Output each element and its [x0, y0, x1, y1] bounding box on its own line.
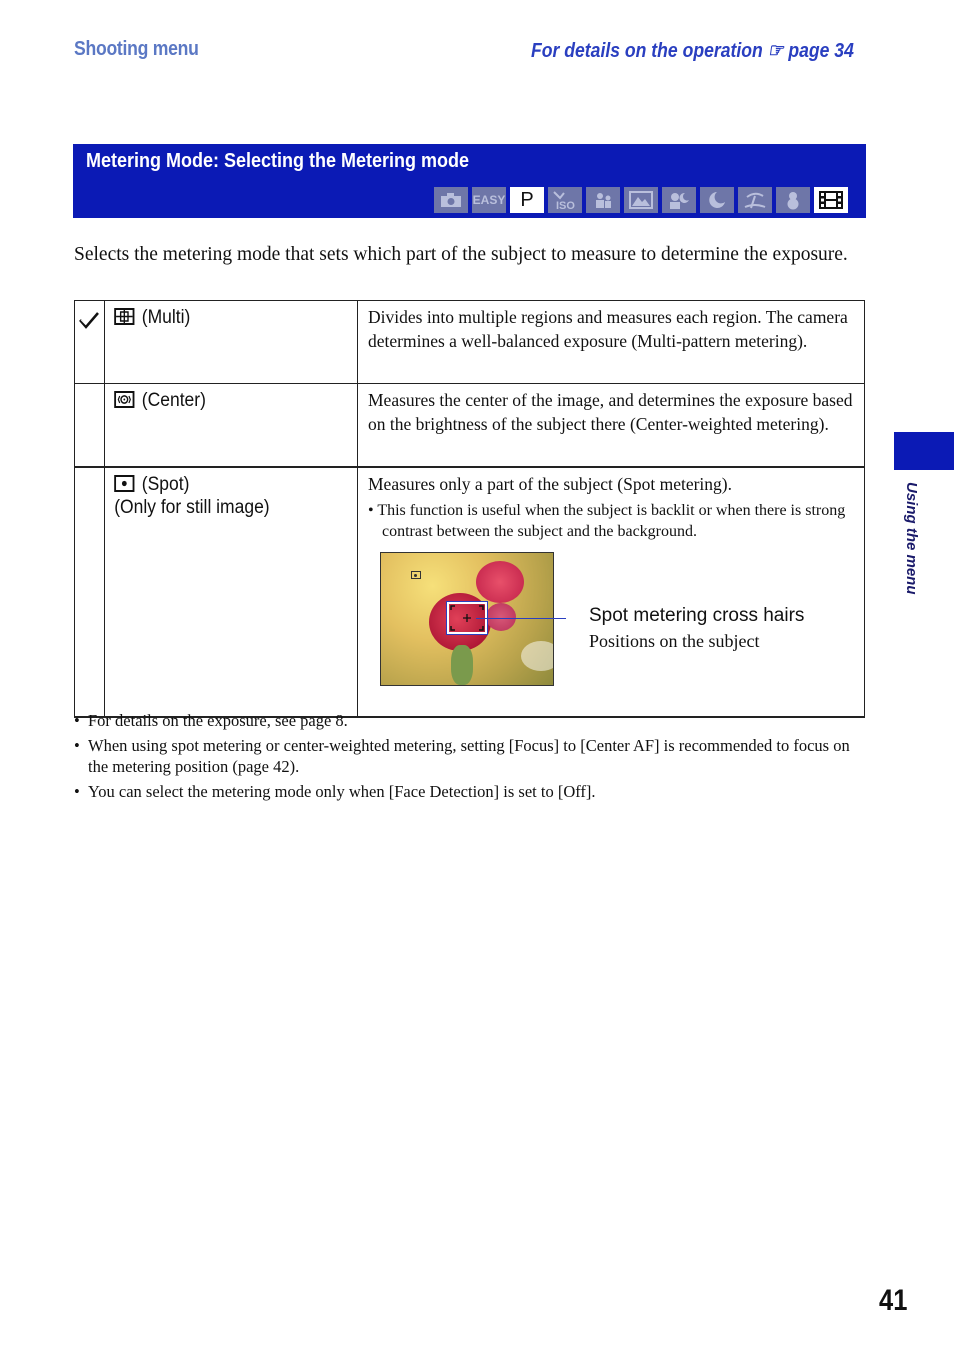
default-check-icon — [78, 310, 100, 330]
multi-metering-icon — [114, 308, 134, 325]
mode-icon-strip — [434, 187, 848, 213]
movie-icon — [814, 187, 848, 213]
default-check-cell — [75, 301, 105, 384]
section-title: Shooting menu — [74, 38, 199, 60]
spot-example — [368, 550, 856, 708]
snow-icon — [776, 187, 810, 213]
metering-options-table — [74, 300, 865, 718]
callout-subtitle: Positions on the subject — [589, 631, 760, 651]
option-description-cell — [358, 301, 865, 384]
option-description-cell — [358, 384, 865, 467]
option-description-cell — [358, 467, 865, 718]
option-name: (Spot) — [141, 473, 190, 495]
note-item: • For details on the exposure, see page 8. — [74, 710, 864, 731]
soft-snap-icon — [586, 187, 620, 213]
option-name-cell — [105, 301, 358, 384]
camera-auto-icon — [434, 187, 468, 213]
title-bar — [73, 144, 866, 218]
option-name: (Multi) — [141, 307, 191, 328]
intro-text: Selects the metering mode that sets which part of the subject to measure to determine the exposure. — [74, 244, 848, 265]
beach-icon — [738, 187, 772, 213]
option-description: Measures only a part of the subject (Spot metering). — [368, 473, 732, 494]
side-tab-marker — [894, 432, 954, 470]
svg-text:ISO: ISO — [556, 200, 575, 210]
option-row-multi — [75, 301, 865, 384]
spot-metering-icon — [114, 475, 134, 492]
option-row-spot — [75, 467, 865, 718]
twilight-portrait-icon — [662, 187, 696, 213]
side-tab-label: Using the menu — [903, 482, 920, 595]
option-name-cell — [105, 384, 358, 467]
callout-title: Spot metering cross hairs — [589, 605, 805, 626]
option-name-cell — [105, 467, 358, 718]
option-sub-note: • This function is useful when the subject is backlit or when there is strong contrast between the subject and the background. — [368, 502, 846, 540]
option-row-center — [75, 384, 865, 467]
option-description: Measures the center of the image, and determines the exposure based on the brightness of the subject there (Center-weighted metering). — [368, 390, 853, 434]
option-description: Divides into multiple regions and measures each region. The camera determines a well-balanced exposure (Multi-pattern metering). — [368, 307, 848, 351]
notes-list — [74, 710, 864, 806]
easy-icon: EASY — [472, 187, 506, 213]
operation-reference: For details on the operation ☞ page 34 — [531, 40, 854, 62]
note-item: • When using spot metering or center-weighted metering, setting [Focus] to [Center AF] is recommended to focus on the metering position (page 42). — [74, 735, 864, 777]
program-icon: P — [510, 187, 544, 213]
callout-leader-line — [476, 618, 566, 619]
spot-indicator-icon — [411, 571, 421, 579]
option-name: (Center) — [141, 390, 206, 411]
example-photo — [380, 552, 554, 686]
high-sensitivity-iso-icon — [548, 187, 582, 213]
note-item: • You can select the metering mode only when [Face Detection] is set to [Off]. — [74, 781, 864, 802]
twilight-icon — [700, 187, 734, 213]
page-title: Metering Mode: Selecting the Metering mode — [86, 150, 470, 172]
center-metering-icon — [114, 391, 134, 408]
landscape-icon — [624, 187, 658, 213]
option-name-note: (Only for still image) — [114, 496, 270, 518]
page-number: 41 — [878, 1284, 907, 1317]
